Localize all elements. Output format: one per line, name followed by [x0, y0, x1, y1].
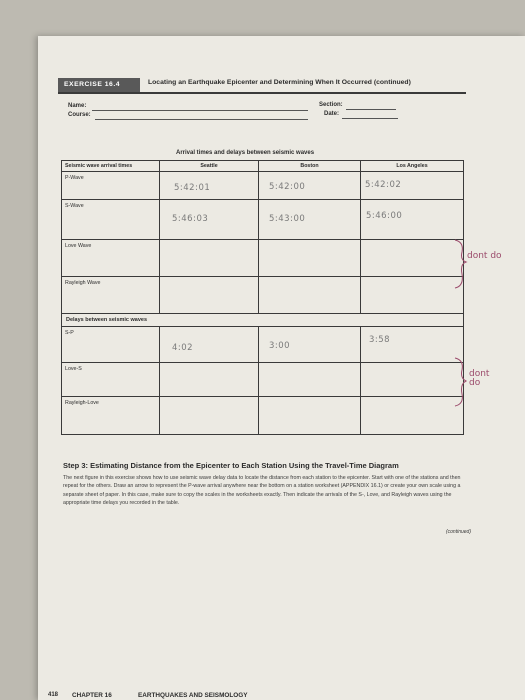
- date-field[interactable]: [342, 118, 398, 119]
- header-seattle: Seattle: [160, 161, 259, 172]
- seismic-table: [61, 160, 464, 435]
- table-row: [62, 200, 464, 240]
- cell-seattle-love[interactable]: [160, 240, 259, 277]
- cell-seattle-p[interactable]: 5:42:01: [160, 172, 259, 200]
- cell-seattle-rayleigh-love[interactable]: [160, 397, 259, 435]
- delays-section-label: Delays between seismic waves: [66, 317, 148, 323]
- table-caption: Arrival times and delays between seismic waves: [176, 150, 315, 156]
- row-label-love-wave: Love Wave: [65, 243, 92, 249]
- row-label-s-wave: S-Wave: [65, 203, 84, 209]
- cell-la-rayleigh[interactable]: [361, 277, 464, 314]
- exercise-title: Locating an Earthquake Epicenter and Determining When It Occurred (continued): [148, 79, 411, 86]
- name-field[interactable]: [92, 110, 308, 111]
- table-row: [62, 277, 464, 314]
- cell-la-love[interactable]: [361, 240, 464, 277]
- header-wave-times: Seismic wave arrival times: [62, 161, 160, 172]
- cell-boston-rayleigh-love[interactable]: [259, 397, 361, 435]
- table-row: [62, 172, 464, 200]
- chapter-label: CHAPTER 16: [72, 692, 112, 699]
- cell-boston-sp[interactable]: 3:00: [259, 327, 361, 363]
- section-label: Section:: [319, 102, 343, 108]
- cell-seattle-sp[interactable]: 4:02: [160, 327, 259, 363]
- section-field[interactable]: [346, 109, 396, 110]
- cell-boston-love[interactable]: [259, 240, 361, 277]
- row-label-p-wave: P-Wave: [65, 175, 84, 181]
- name-label: Name:: [68, 103, 87, 109]
- date-label: Date:: [324, 111, 340, 117]
- cell-la-love-s[interactable]: [361, 363, 464, 397]
- table-row: [62, 240, 464, 277]
- handwritten-note-2: dont do: [469, 369, 490, 388]
- step3-body: The next figure in this exercise shows how to use seismic wave delay data to locate the distance from each station to the epicenter. Start with one of the stations and then repeat for the others. Draw an arrow to represent the P-wave arrival anywhere near the bottom on a station worksheet (APPENDIX 16.1) or create your own scale using a separate sheet of paper. In this case, make sure to copy the scales in the worksheets exactly. Then indicate the arrivals of the S-, Love, and Rayleigh waves using the appropriate time delays you recorded in the table.: [63, 475, 461, 507]
- handwritten-note-1: dont do: [467, 251, 502, 261]
- cell-seattle-rayleigh[interactable]: [160, 277, 259, 314]
- continued-note: (continued): [445, 529, 471, 535]
- page-number: 418: [48, 692, 59, 698]
- cell-la-sp[interactable]: 3:58: [361, 327, 464, 363]
- course-field[interactable]: [95, 119, 308, 120]
- table-row: [62, 327, 464, 363]
- cell-boston-love-s[interactable]: [259, 363, 361, 397]
- step3-heading: Step 3: Estimating Distance from the Epicenter to Each Station Using the Travel-Time Diagram: [63, 461, 399, 470]
- chapter-title: EARTHQUAKES AND SEISMOLOGY: [138, 692, 248, 699]
- header-los-angeles: Los Angeles: [361, 161, 464, 172]
- row-label-love-s: Love-S: [65, 366, 82, 372]
- cell-seattle-s[interactable]: 5:46:03: [160, 200, 259, 240]
- cell-la-p[interactable]: 5:42:02: [361, 172, 464, 200]
- header-boston: Boston: [259, 161, 361, 172]
- cell-la-s[interactable]: 5:46:00: [361, 200, 464, 240]
- cell-boston-rayleigh[interactable]: [259, 277, 361, 314]
- table-section-row: [62, 314, 464, 327]
- row-label-s-p: S-P: [65, 330, 74, 336]
- table-row: [62, 363, 464, 397]
- cell-la-rayleigh-love[interactable]: [361, 397, 464, 435]
- cell-boston-s[interactable]: 5:43:00: [259, 200, 361, 240]
- row-label-rayleigh-love: Rayleigh-Love: [65, 400, 99, 406]
- table-row: [62, 397, 464, 435]
- row-label-rayleigh-wave: Rayleigh Wave: [65, 280, 101, 286]
- course-label: Course:: [68, 112, 91, 118]
- cell-boston-p[interactable]: 5:42:00: [259, 172, 361, 200]
- table-header-row: [62, 161, 464, 172]
- exercise-label: EXERCISE 16.4: [58, 78, 140, 92]
- exercise-header: [58, 76, 466, 94]
- cell-seattle-love-s[interactable]: [160, 363, 259, 397]
